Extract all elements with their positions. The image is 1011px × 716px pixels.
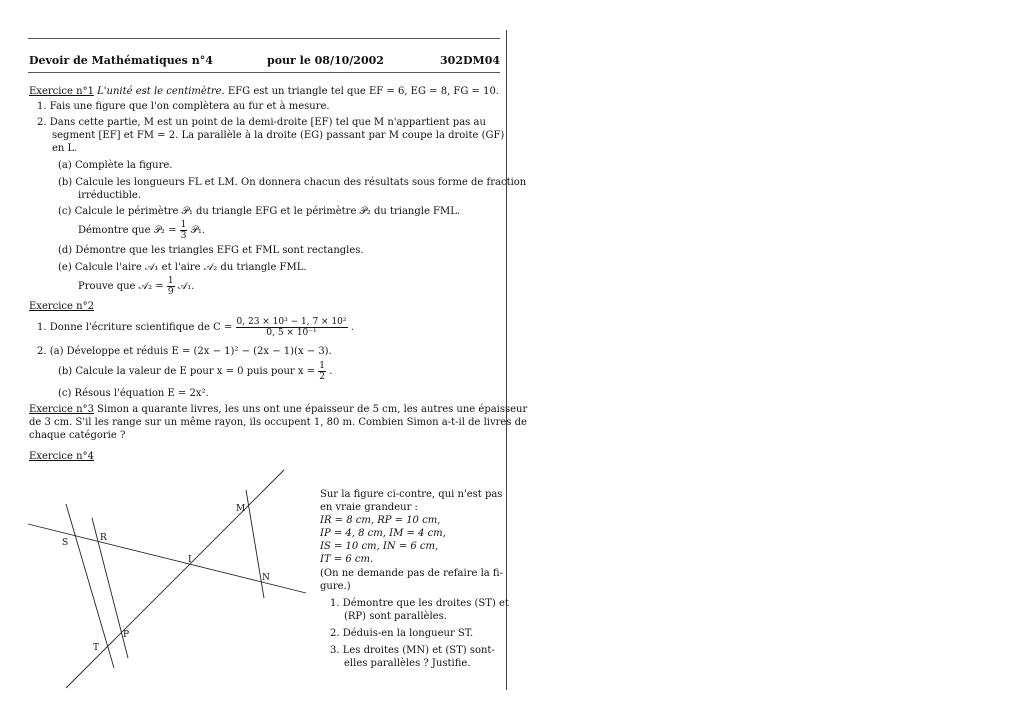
ex1-q2a: (a) Complète la figure. [58, 160, 173, 171]
geometry-figure [26, 468, 316, 692]
header-rule [28, 72, 500, 73]
ex4-text-7: gure.) [320, 581, 351, 592]
ex4-text-11: 3. Les droites (MN) et (ST) sont- [330, 645, 495, 656]
ex4-text-5: IT = 6 cm. [320, 554, 374, 565]
frac-num: 1 [319, 361, 326, 371]
ex4-text-9: (RP) sont parallèles. [344, 611, 447, 622]
ex3-line1 [29, 404, 527, 416]
frac-den: 3 [180, 231, 187, 241]
ex4-text-6: (On ne demande pas de refaire la fi- [320, 568, 503, 579]
ex1-q2e-prove [78, 275, 194, 299]
ex2-q2b [58, 360, 332, 384]
frac-den: 9 [167, 287, 174, 297]
ex2-q1-text: 1. Donne l'écriture scientifique de C = [37, 322, 233, 333]
header-code: 302DM04 [440, 54, 500, 67]
frac-num: 0, 23 × 10³ − 1, 7 × 10² [236, 317, 347, 327]
point-P-label: P [123, 630, 130, 640]
ex4-text-4: IS = 10 cm, IN = 6 cm, [320, 541, 439, 552]
ex1-q2e-prove-text: Prouve que 𝒜₂ = [78, 281, 164, 292]
frac-num: 1 [167, 276, 174, 286]
ex1-q2d: (d) Démontre que les triangles EFG et FML sont rectangles. [58, 245, 364, 256]
ex1-q2e-prove-end: 𝒜₁. [177, 281, 195, 292]
ex1-q2c-demo-end: 𝒫₁. [190, 225, 206, 236]
exercise-1-statement: EFG est un triangle tel que EF = 6, EG = 8, FG = 10. [227, 86, 499, 97]
exercise-1-unit: L'unité est le centimètre. [97, 86, 225, 97]
fraction-one-ninth [167, 276, 175, 297]
frac-num: 1 [180, 220, 187, 230]
point-I-label: I [188, 555, 192, 565]
ex1-q2b-line1: (b) Calcule les longueurs FL et LM. On donnera chacun des résultats sous forme de fraction [58, 177, 527, 188]
ex2-q2a: 2. (a) Développe et réduis E = (2x − 1)² − (2x − 1)(x − 3). [37, 346, 332, 357]
ex4-text-2: IR = 8 cm, RP = 10 cm, [320, 515, 441, 526]
point-N-label: N [262, 573, 270, 583]
exercise-1-label: Exercice n°1 [29, 86, 94, 97]
ex1-q2b-line2: irréductible. [78, 190, 142, 201]
fraction-one-half [318, 361, 326, 382]
ex4-text-10: 2. Déduis-en la longueur ST. [330, 628, 474, 639]
page-right-border [506, 30, 507, 690]
ex2-q1 [37, 314, 354, 342]
ex1-q1: 1. Fais une figure que l'on complètera au fur et à mesure. [37, 101, 330, 112]
ex1-q2e: (e) Calcule l'aire 𝒜₁ et l'aire 𝒜₂ du triangle FML. [58, 262, 307, 273]
point-S-label: S [62, 538, 69, 548]
exercise-4-label: Exercice n°4 [29, 451, 94, 462]
fraction-one-third [180, 220, 188, 241]
ex4-text-0: Sur la figure ci-contre, qui n'est pas [320, 489, 503, 500]
point-T-label: T [93, 643, 100, 653]
exercise-2-label: Exercice n°2 [29, 301, 94, 312]
ex4-text-3: IP = 4, 8 cm, IM = 4 cm, [320, 528, 446, 539]
top-rule [28, 38, 500, 39]
ex4-text-1: en vraie grandeur : [320, 502, 418, 513]
header-title: Devoir de Mathématiques n°4 [29, 54, 213, 67]
ex2-q2c: (c) Résous l'équation E = 2x². [58, 388, 209, 399]
fraction-c [236, 317, 348, 338]
ex4-text-8: 1. Démontre que les droites (ST) et [330, 598, 509, 609]
point-R-label: R [100, 533, 107, 543]
line-ST [66, 504, 114, 668]
ex1-q2-line2: segment [EF] et FM = 2. La parallèle à la droite (EG) passant par M coupe la droite (GF) [52, 130, 505, 141]
ex1-q2c-demo-text: Démontre que 𝒫₂ = [78, 225, 177, 236]
ex2-q2b-text: (b) Calcule la valeur de E pour x = 0 puis pour x = [58, 366, 316, 377]
header-date: pour le 08/10/2002 [267, 54, 384, 67]
frac-den: 0, 5 × 10⁻¹ [266, 328, 317, 338]
ex2-q1-end: . [350, 322, 354, 333]
ex1-q2-line3: en L. [52, 143, 78, 154]
ex1-q2c-demo [78, 219, 205, 243]
exercise-3-label: Exercice n°3 [29, 404, 94, 415]
ex1-q2-line1: 2. Dans cette partie, M est un point de la demi-droite [EF) tel que M n'appartient pas au [37, 117, 486, 128]
exercise-1-intro [29, 86, 499, 98]
ex1-q2c: (c) Calcule le périmètre 𝒫₁ du triangle EFG et le périmètre 𝒫₂ du triangle FML. [58, 206, 461, 217]
ex4-text-12: elles parallèles ? Justifie. [344, 658, 471, 669]
ex2-q2b-end: . [329, 366, 333, 377]
point-M-label: M [236, 504, 246, 514]
frac-den: 2 [319, 372, 326, 382]
ex3-text1: Simon a quarante livres, les uns ont une épaisseur de 5 cm, les autres une épaisseur [97, 404, 528, 415]
ex3-line3: chaque catégorie ? [29, 430, 126, 441]
ex3-line2: de 3 cm. S'il les range sur un même rayon, ils occupent 1, 80 m. Combien Simon a-t-il de livres de [29, 417, 527, 428]
